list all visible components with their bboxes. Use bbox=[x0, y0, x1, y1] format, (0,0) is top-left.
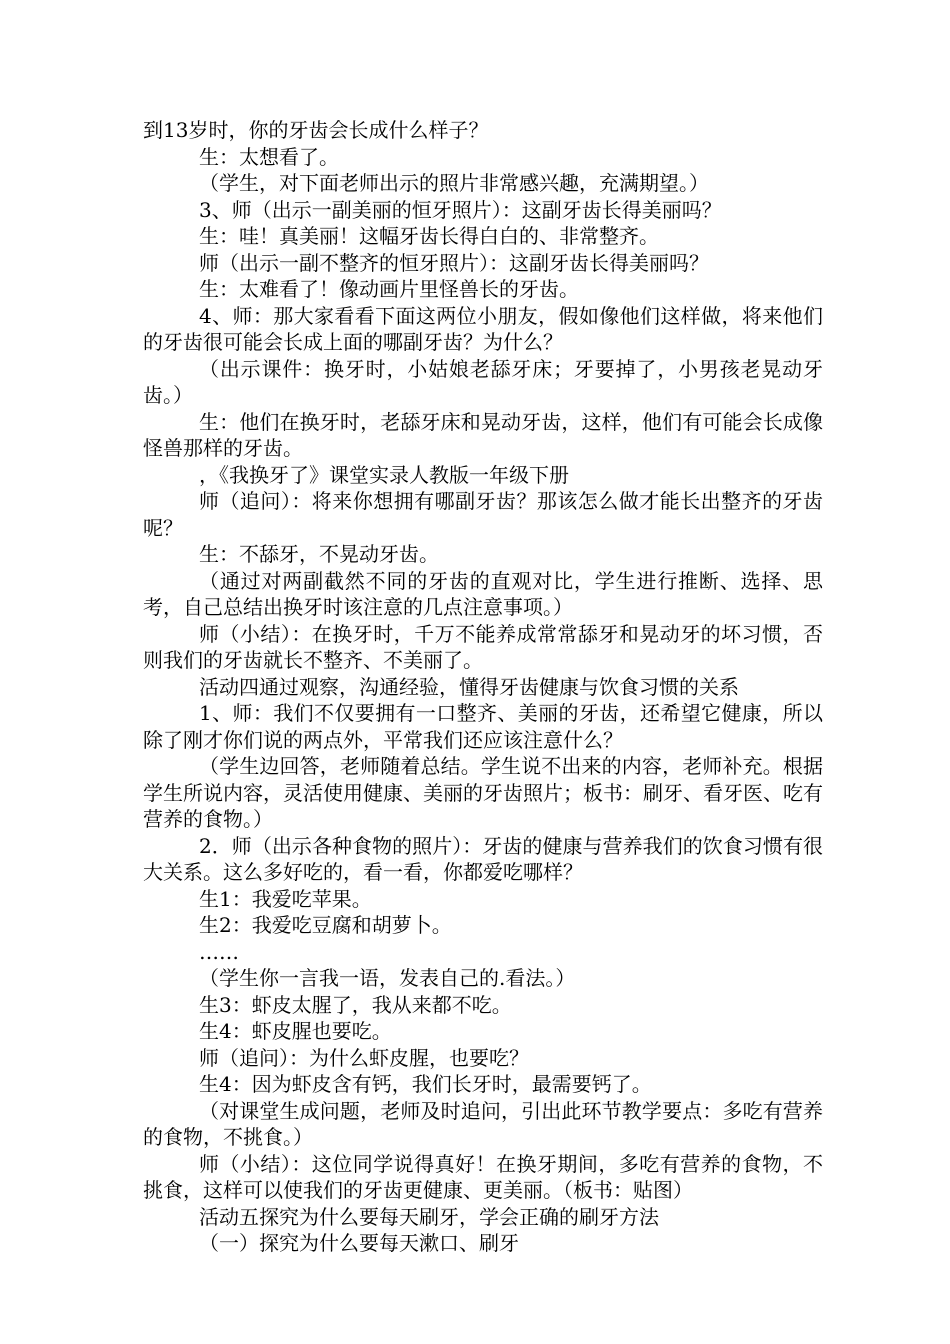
paragraph: 师（追问）：为什么虾皮腥，也要吃？ bbox=[199, 1045, 529, 1070]
paragraph: 生：太难看了！像动画片里怪兽长的牙齿。 bbox=[199, 277, 579, 301]
paragraph: …… bbox=[199, 939, 239, 964]
paragraph: 生1：我爱吃苹果。 bbox=[199, 886, 372, 911]
paragraph: 生：他们在换牙时，老舔牙床和晃动牙齿，这样，他们有可能会长成像怪兽那样的牙齿。 bbox=[143, 409, 823, 460]
paragraph: 师（出示一副不整齐的恒牙照片）：这副牙齿长得美丽吗？ bbox=[199, 250, 709, 275]
paragraph: ，《我换牙了》课堂实录人教版一年级下册 bbox=[199, 462, 569, 487]
paragraph: 生4：因为虾皮含有钙，我们长牙时，最需要钙了。 bbox=[199, 1072, 652, 1096]
paragraph: 生2：我爱吃豆腐和胡萝卜。 bbox=[199, 913, 452, 937]
paragraph: 活动五探究为什么要每天刷牙，学会正确的刷牙方法 bbox=[199, 1204, 659, 1229]
paragraph: 生3：虾皮太腥了，我从来都不吃。 bbox=[199, 992, 512, 1017]
paragraph: 4、师：那大家看看下面这两位小朋友，假如像他们这样做，将来他们的牙齿很可能会长成上面的哪副牙齿？为什么？ bbox=[143, 303, 823, 354]
paragraph: （对课堂生成问题，老师及时追问，引出此环节教学要点：多吃有营养的食物，不挑食。） bbox=[143, 1098, 823, 1149]
paragraph: 生4：虾皮腥也要吃。 bbox=[199, 1019, 392, 1043]
paragraph: 生：哇！真美丽！这幅牙齿长得白白的、非常整齐。 bbox=[199, 224, 659, 248]
paragraph: （通过对两副截然不同的牙齿的直观对比，学生进行推断、选择、思考，自己总结出换牙时该注意的几点注意事项。） bbox=[143, 568, 823, 619]
paragraph: 师（追问）：将来你想拥有哪副牙齿？那该怎么做才能长出整齐的牙齿呢？ bbox=[143, 489, 823, 540]
paragraph: 1、师：我们不仅要拥有一口整齐、美丽的牙齿，还希望它健康，所以除了刚才你们说的两点外，平常我们还应该注意什么？ bbox=[143, 701, 823, 752]
paragraph: 师（小结）：在换牙时，千万不能养成常常舔牙和晃动牙的坏习惯，否则我们的牙齿就长不整齐、不美丽了。 bbox=[143, 621, 823, 672]
paragraph: 生：不舔牙，不晃动牙齿。 bbox=[199, 542, 439, 566]
paragraph: 3、师（出示一副美丽的恒牙照片）：这副牙齿长得美丽吗？ bbox=[199, 197, 722, 222]
paragraph: （学生你一言我一语，发表自己的.看法。） bbox=[199, 966, 576, 990]
paragraph: （学生，对下面老师出示的照片非常感兴趣，充满期望。） bbox=[199, 171, 709, 195]
paragraph: （学生边回答，老师随着总结。学生说不出来的内容，老师补充。根据学生所说内容，灵活使用健康、美丽的牙齿照片；板书：刷牙、看牙医、吃有营养的食物。） bbox=[143, 754, 823, 831]
paragraph: 活动四通过观察，沟通经验，懂得牙齿健康与饮食习惯的关系 bbox=[199, 674, 739, 699]
document-body bbox=[143, 117, 823, 1257]
paragraph: 2．师（出示各种食物的照片）：牙齿的健康与营养我们的饮食习惯有很大关系。这么多好吃的，看一看，你都爱吃哪样？ bbox=[143, 833, 823, 884]
paragraph: 到13岁时，你的牙齿会长成什么样子？ bbox=[143, 118, 489, 142]
paragraph: 师（小结）：这位同学说得真好！在换牙期间，多吃有营养的食物，不挑食，这样可以使我们的牙齿更健康、更美丽。（板书：贴图） bbox=[143, 1151, 823, 1202]
paragraph: （一）探究为什么要每天漱口、刷牙 bbox=[199, 1231, 519, 1255]
paragraph: 生：太想看了。 bbox=[199, 144, 339, 169]
paragraph: （出示课件：换牙时，小姑娘老舔牙床；牙要掉了，小男孩老晃动牙齿。） bbox=[143, 356, 823, 407]
